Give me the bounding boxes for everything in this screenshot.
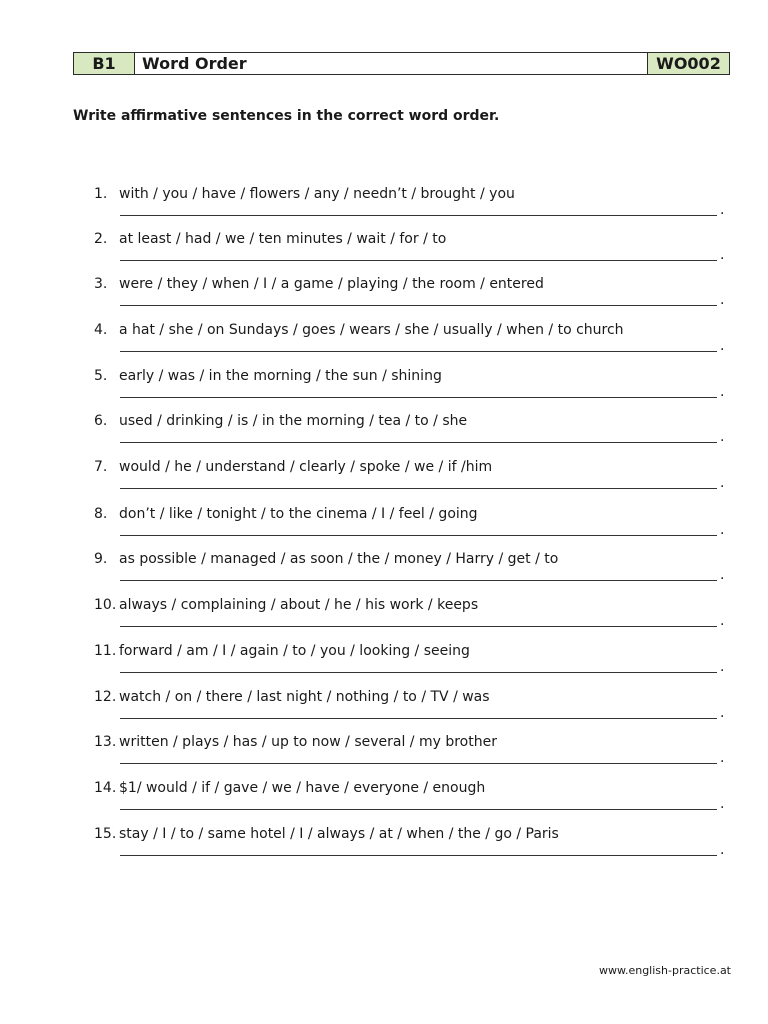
instruction-text: Write affirmative sentences in the correct word order. xyxy=(73,108,500,124)
answer-line[interactable] xyxy=(120,260,717,261)
sentence-end: . xyxy=(720,842,725,858)
answer-line[interactable] xyxy=(120,488,717,489)
exercise-prompt: used / drinking / is / in the morning / tea / to / she xyxy=(119,413,468,429)
exercise-item xyxy=(94,596,734,638)
sentence-end: . xyxy=(720,338,725,354)
exercise-number: 4. xyxy=(94,322,108,338)
exercise-prompt: with / you / have / flowers / any / needn’t / brought / you xyxy=(119,186,515,202)
exercise-number: 5. xyxy=(94,368,108,384)
exercise-item xyxy=(94,779,734,821)
exercise-prompt: $1/ would / if / gave / we / have / everyone / enough xyxy=(119,780,486,796)
exercise-prompt: watch / on / there / last night / nothing / to / TV / was xyxy=(119,689,490,705)
exercise-number: 1. xyxy=(94,186,108,202)
worksheet-code: WO002 xyxy=(648,53,729,74)
exercise-item xyxy=(94,185,734,227)
answer-line[interactable] xyxy=(120,535,717,536)
exercise-item xyxy=(94,688,734,730)
answer-line[interactable] xyxy=(120,763,717,764)
exercise-item xyxy=(94,321,734,363)
worksheet-header xyxy=(73,52,730,75)
answer-line[interactable] xyxy=(120,855,717,856)
exercise-number: 14. xyxy=(94,780,117,796)
exercise-item xyxy=(94,458,734,500)
sentence-end: . xyxy=(720,567,725,583)
exercise-number: 12. xyxy=(94,689,117,705)
sentence-end: . xyxy=(720,796,725,812)
exercise-number: 9. xyxy=(94,551,108,567)
answer-line[interactable] xyxy=(120,672,717,673)
exercise-number: 2. xyxy=(94,231,108,247)
exercise-prompt: stay / I / to / same hotel / I / always / at / when / the / go / Paris xyxy=(119,826,559,842)
exercise-item xyxy=(94,412,734,454)
answer-line[interactable] xyxy=(120,215,717,216)
exercise-prompt: at least / had / we / ten minutes / wait / for / to xyxy=(119,231,447,247)
exercise-number: 13. xyxy=(94,734,117,750)
exercise-item xyxy=(94,367,734,409)
exercise-prompt: always / complaining / about / he / his work / keeps xyxy=(119,597,479,613)
exercise-prompt: don’t / like / tonight / to the cinema / I / feel / going xyxy=(119,506,478,522)
sentence-end: . xyxy=(720,429,725,445)
exercise-prompt: as possible / managed / as soon / the / money / Harry / get / to xyxy=(119,551,559,567)
answer-line[interactable] xyxy=(120,397,717,398)
exercise-item xyxy=(94,505,734,547)
footer-website: www.english-practice.at xyxy=(598,964,731,977)
sentence-end: . xyxy=(720,613,725,629)
sentence-end: . xyxy=(720,659,725,675)
exercise-prompt: a hat / she / on Sundays / goes / wears / she / usually / when / to church xyxy=(119,322,624,338)
sentence-end: . xyxy=(720,202,725,218)
exercise-prompt: would / he / understand / clearly / spoke / we / if /him xyxy=(119,459,493,475)
sentence-end: . xyxy=(720,475,725,491)
exercise-item xyxy=(94,642,734,684)
sentence-end: . xyxy=(720,522,725,538)
sentence-end: . xyxy=(720,247,725,263)
exercise-item xyxy=(94,733,734,775)
exercise-item xyxy=(94,275,734,317)
exercise-number: 3. xyxy=(94,276,108,292)
answer-line[interactable] xyxy=(120,809,717,810)
exercise-prompt: written / plays / has / up to now / several / my brother xyxy=(119,734,497,750)
answer-line[interactable] xyxy=(120,442,717,443)
worksheet-title: Word Order xyxy=(135,53,648,74)
exercise-number: 10. xyxy=(94,597,117,613)
answer-line[interactable] xyxy=(120,626,717,627)
level-badge: B1 xyxy=(74,53,135,74)
sentence-end: . xyxy=(720,292,725,308)
sentence-end: . xyxy=(720,750,725,766)
exercise-number: 11. xyxy=(94,643,117,659)
answer-line[interactable] xyxy=(120,351,717,352)
sentence-end: . xyxy=(720,705,725,721)
exercise-number: 8. xyxy=(94,506,108,522)
sentence-end: . xyxy=(720,384,725,400)
exercise-number: 15. xyxy=(94,826,117,842)
answer-line[interactable] xyxy=(120,718,717,719)
exercise-item xyxy=(94,230,734,272)
exercise-number: 7. xyxy=(94,459,108,475)
exercise-prompt: were / they / when / I / a game / playing / the room / entered xyxy=(119,276,544,292)
exercise-item xyxy=(94,550,734,592)
exercise-prompt: forward / am / I / again / to / you / looking / seeing xyxy=(119,643,470,659)
exercise-prompt: early / was / in the morning / the sun / shining xyxy=(119,368,442,384)
exercise-number: 6. xyxy=(94,413,108,429)
exercise-item xyxy=(94,825,734,867)
answer-line[interactable] xyxy=(120,580,717,581)
answer-line[interactable] xyxy=(120,305,717,306)
